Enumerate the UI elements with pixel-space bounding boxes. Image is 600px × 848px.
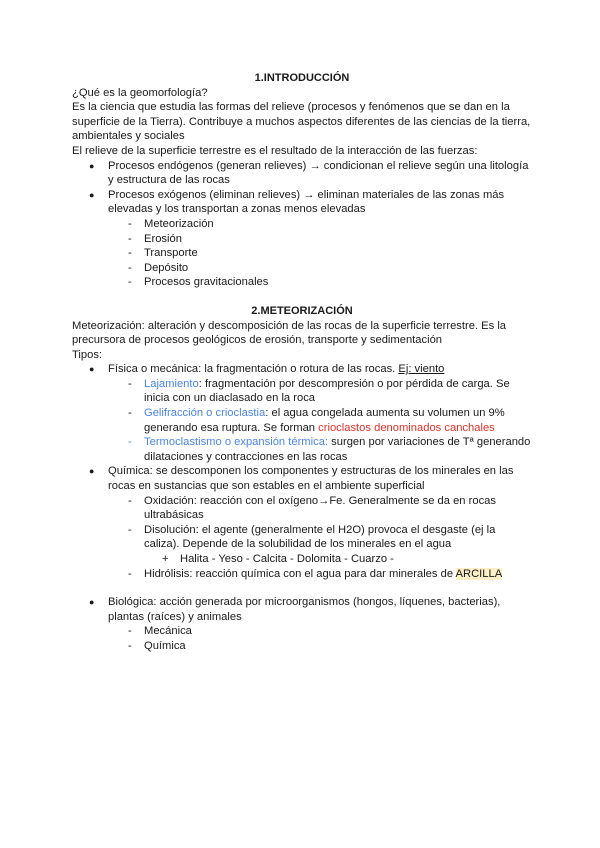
- list-item-text: Hidrólisis: reacción química con el agua para dar minerales de: [144, 567, 456, 580]
- list-item-gelifraccion: [72, 406, 532, 435]
- tipos-list-biologica: [72, 595, 532, 624]
- list-item-text: Física o mecánica: la fragmentación o rotura de las rocas.: [108, 363, 399, 376]
- quimica-sublist: [72, 494, 532, 582]
- dash-marker: -: [128, 494, 132, 507]
- term-lajamiento: Lajamiento: [144, 377, 199, 390]
- question-text: ¿Qué es la geomorfología?: [72, 86, 208, 99]
- list-item: [72, 624, 532, 639]
- dash-marker: -: [128, 407, 132, 420]
- list-item: [72, 275, 532, 290]
- section-title-meteorizacion: 2.METEORIZACIÓN: [251, 304, 353, 317]
- example-text: Ej: viento: [398, 363, 445, 376]
- dash-marker: -: [128, 217, 132, 230]
- bullet-marker: ●: [89, 597, 95, 608]
- meteorizacion-definition: Meteorización: alteración y descomposición de las rocas de la superficie terrestre. Es la precursora de procesos geológicos de erosión, transporte y sedimentación: [72, 319, 507, 347]
- list-item-disolucion: [72, 523, 532, 552]
- dash-marker: -: [128, 639, 132, 652]
- list-item: [72, 217, 532, 232]
- list-item-text: Biológica: acción generada por microorganismos (hongos, líquenes, bacterias), plantas (raíces) y animales: [108, 596, 501, 623]
- list-item-text: Procesos gravitacionales: [144, 276, 269, 289]
- highlighted-term: ARCILLA: [455, 567, 503, 580]
- tipos-list: [72, 362, 532, 377]
- list-item-text: Halita - Yeso - Calcita - Dolomita - Cuarzo -: [180, 553, 394, 565]
- list-item-oxidacion: [72, 494, 532, 523]
- red-highlight-text: crioclastos denominados canchales: [318, 421, 495, 434]
- dash-marker: -: [128, 436, 132, 449]
- dash-marker: -: [128, 567, 132, 580]
- list-item-text: Procesos exógenos (eliminan relieves) → eliminan materiales de las zonas más elevadas y los transportan a zonas menos elevadas: [108, 188, 505, 216]
- list-item: [72, 639, 532, 654]
- list-item-fisica: [72, 362, 532, 377]
- bullet-marker: ●: [89, 160, 95, 171]
- list-item-hidrolisis: [72, 567, 532, 582]
- bullet-marker: ●: [89, 364, 95, 375]
- list-item-text: Meteorización: [144, 217, 214, 230]
- list-item: [72, 246, 532, 261]
- dash-marker: -: [128, 232, 132, 245]
- dash-marker: -: [128, 247, 132, 260]
- bullet-marker: ●: [89, 189, 95, 200]
- dash-marker: -: [128, 261, 132, 274]
- list-item-text: Oxidación: reacción con el oxígeno→Fe. Generalmente se da en rocas ultrabásicas: [144, 494, 496, 522]
- list-item: [72, 232, 532, 247]
- bullet-marker: ●: [89, 466, 95, 477]
- list-item-text: Transporte: [144, 247, 198, 260]
- list-item-endogenos: [72, 159, 532, 188]
- term-termoclastismo: Termoclastismo o expansión térmica:: [144, 436, 329, 449]
- dash-marker: -: [128, 377, 132, 390]
- dash-marker: -: [128, 523, 132, 536]
- fisica-sublist: [72, 377, 532, 465]
- list-item: [72, 261, 532, 276]
- dash-marker: -: [128, 276, 132, 289]
- list-item-text: surgen por variaciones de Tª generando dilataciones y contracciones en las rocas: [144, 436, 531, 463]
- forces-list: [72, 159, 532, 217]
- biologica-sublist: [72, 624, 532, 653]
- list-item-text: Depósito: [144, 261, 189, 274]
- term-gelifraccion: Gelifracción o crioclastia: [144, 407, 266, 420]
- list-item-text: Procesos endógenos (generan relieves) → condicionan el relieve según una litología y estructura de las rocas: [108, 159, 529, 187]
- definition-paragraph: Es la ciencia que estudia las formas del relieve (procesos y fenómenos que se dan en la superficie de la Tierra). Contribuye a muchos aspectos diferentes de las ciencias de la tierra, ambientales y sociales: [72, 101, 531, 143]
- list-item-text: Erosión: [144, 232, 182, 245]
- list-item-text: : el agua congelada aumenta su volumen un 9% generando esa ruptura. Se forman: [144, 407, 505, 434]
- list-item-text: : fragmentación por descompresión o por pérdida de carga. Se inicia con un diaclasado en la roca: [144, 377, 510, 405]
- list-item-minerals: [72, 552, 532, 567]
- list-item-text: Disolución: el agente (generalmente el H2O) provoca el desgaste (ej la caliza). Depende de la solubilidad de los minerales en el agua: [144, 523, 496, 551]
- relief-paragraph: El relieve de la superficie terrestre es el resultado de la interacción de las fuerzas:: [72, 144, 478, 157]
- exogenous-processes-list: [72, 217, 532, 290]
- section-title-introduccion: 1.INTRODUCCIÓN: [254, 72, 350, 84]
- tipos-label: Tipos:: [72, 348, 103, 361]
- tipos-list-quimica: [72, 464, 532, 493]
- document-content: [72, 71, 532, 654]
- list-item-quimica: [72, 464, 532, 493]
- list-item-text: Química: [144, 639, 186, 652]
- list-item-biologica: [72, 595, 532, 624]
- plus-marker: +: [162, 553, 169, 565]
- dash-marker: -: [128, 625, 132, 638]
- list-item-exogenos: [72, 188, 532, 217]
- list-item-text: Química: se descomponen los componentes y estructuras de los minerales en las rocas en sustancias que son estables en el ambiente superficial: [108, 465, 514, 493]
- list-item-text: Mecánica: [144, 625, 192, 638]
- list-item-termoclastismo: [72, 435, 532, 464]
- list-item-lajamiento: [72, 377, 532, 406]
